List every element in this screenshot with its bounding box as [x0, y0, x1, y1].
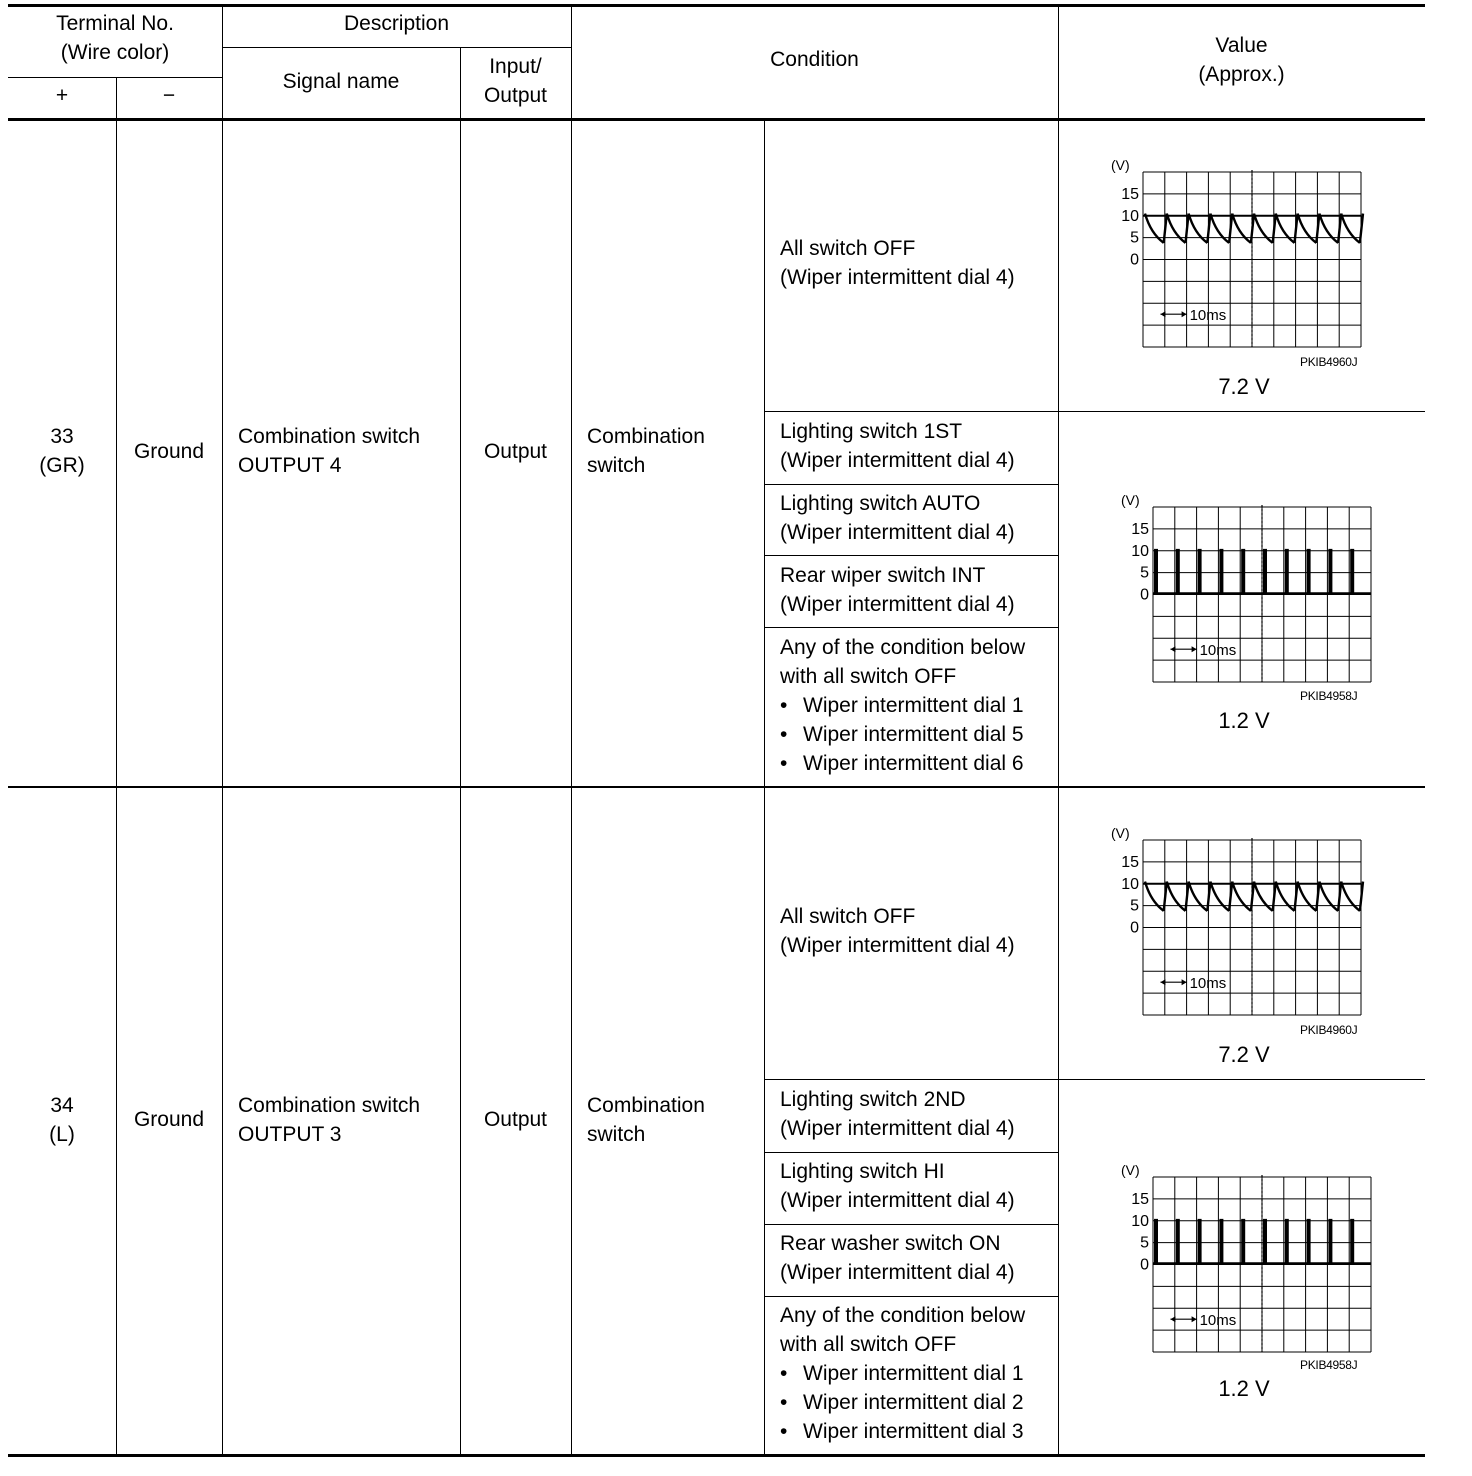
time-label: 10ms [1199, 1312, 1237, 1330]
condition-item: Lighting switch HI (Wiper intermittent dial 4) [780, 1160, 1015, 1212]
y-tick-label: 10 [1121, 207, 1139, 225]
time-label: 10ms [1189, 975, 1227, 993]
time-label: 10ms [1199, 642, 1237, 660]
header-condition: Condition [770, 48, 859, 71]
y-tick-label: 5 [1130, 897, 1139, 915]
ground-terminal: Ground [133, 1108, 205, 1131]
terminal-number: 33 (GR) [39, 425, 85, 477]
condition-any-item: Wiper intermittent dial 5 [803, 723, 1024, 746]
scope-svg [1108, 489, 1378, 684]
condition-item: Lighting switch 2ND (Wiper intermittent dial 4) [780, 1088, 1015, 1140]
condition-item: Rear wiper switch INT (Wiper intermittent dial 4) [780, 564, 1015, 616]
condition-item: Lighting switch 1ST (Wiper intermittent dial 4) [780, 420, 1015, 472]
header-description: Description [343, 12, 450, 35]
unit-label: (V) [1111, 825, 1130, 841]
oscilloscope-waveform [1108, 1159, 1378, 1359]
arrow-icon [1182, 979, 1187, 985]
unit-label: (V) [1121, 492, 1140, 508]
bullet: • [780, 723, 788, 746]
waveform [1145, 214, 1363, 243]
approx-value: 7.2 V [1218, 374, 1270, 399]
scope-svg [1098, 154, 1368, 349]
waveform [1145, 882, 1363, 911]
header-input-output: Input/ Output [483, 55, 548, 107]
y-tick-label: 15 [1121, 853, 1139, 871]
condition-item: Lighting switch AUTO (Wiper intermittent dial 4) [780, 492, 1015, 544]
condition-any-intro: Any of the condition below with all switch OFF [780, 636, 1026, 688]
condition-any-item: Wiper intermittent dial 1 [803, 1362, 1024, 1385]
condition-any-item: Wiper intermittent dial 6 [803, 752, 1024, 775]
condition-group: Combination switch [587, 425, 705, 477]
arrow-icon [1170, 1316, 1175, 1322]
terminal-table [8, 4, 1425, 1457]
y-tick-label: 5 [1140, 1234, 1149, 1252]
y-tick-label: 10 [1131, 1212, 1149, 1230]
figure-code: PKIB4960J [1300, 1023, 1358, 1037]
scope-svg [1108, 1159, 1378, 1354]
signal-name: Combination switch OUTPUT 4 [238, 425, 421, 477]
y-tick-label: 5 [1140, 564, 1149, 582]
arrow-icon [1192, 1316, 1197, 1322]
y-tick-label: 0 [1130, 919, 1139, 937]
y-tick-label: 5 [1130, 229, 1139, 247]
oscilloscope-waveform [1108, 489, 1378, 689]
y-tick-label: 15 [1131, 520, 1149, 538]
condition-group: Combination switch [587, 1094, 705, 1146]
io-direction: Output [483, 1108, 548, 1131]
approx-value: 1.2 V [1218, 708, 1270, 733]
unit-label: (V) [1121, 1162, 1140, 1178]
condition-any-item: Wiper intermittent dial 1 [803, 694, 1024, 717]
figure-code: PKIB4958J [1300, 689, 1358, 703]
y-tick-label: 10 [1121, 875, 1139, 893]
approx-value: 1.2 V [1218, 1376, 1270, 1401]
arrow-icon [1170, 646, 1175, 652]
bullet: • [780, 1420, 788, 1443]
y-tick-label: 0 [1140, 586, 1149, 604]
header-terminal: Terminal No. (Wire color) [56, 12, 174, 64]
bullet: • [780, 752, 788, 775]
bullet: • [780, 694, 788, 717]
condition-any-item: Wiper intermittent dial 3 [803, 1420, 1024, 1443]
figure-code: PKIB4958J [1300, 1358, 1358, 1372]
condition-item: Rear washer switch ON (Wiper intermittent dial 4) [780, 1232, 1015, 1284]
header-minus: − [162, 84, 176, 107]
arrow-icon [1160, 311, 1165, 317]
scope-svg [1098, 822, 1368, 1017]
header-value: Value (Approx.) [1198, 34, 1285, 86]
approx-value: 7.2 V [1218, 1042, 1270, 1067]
ground-terminal: Ground [133, 440, 205, 463]
y-tick-label: 15 [1131, 1190, 1149, 1208]
oscilloscope-waveform [1098, 154, 1368, 354]
io-direction: Output [483, 440, 548, 463]
signal-name: Combination switch OUTPUT 3 [238, 1094, 421, 1146]
header-plus: + [55, 84, 69, 107]
condition-any-item: Wiper intermittent dial 2 [803, 1391, 1024, 1414]
figure-code: PKIB4960J [1300, 355, 1358, 369]
bullet: • [780, 1362, 788, 1385]
bullet: • [780, 1391, 788, 1414]
y-tick-label: 0 [1130, 251, 1139, 269]
unit-label: (V) [1111, 157, 1130, 173]
oscilloscope-waveform [1098, 822, 1368, 1022]
y-tick-label: 10 [1131, 542, 1149, 560]
y-tick-label: 15 [1121, 185, 1139, 203]
time-label: 10ms [1189, 307, 1227, 325]
arrow-icon [1160, 979, 1165, 985]
header-signal-name: Signal name [282, 70, 400, 93]
condition-any-intro: Any of the condition below with all switch OFF [780, 1304, 1026, 1356]
arrow-icon [1182, 311, 1187, 317]
condition-item: All switch OFF (Wiper intermittent dial 4) [780, 905, 1015, 957]
arrow-icon [1192, 646, 1197, 652]
terminal-number: 34 (L) [49, 1094, 75, 1146]
y-tick-label: 0 [1140, 1256, 1149, 1274]
condition-item: All switch OFF (Wiper intermittent dial 4) [780, 237, 1015, 289]
